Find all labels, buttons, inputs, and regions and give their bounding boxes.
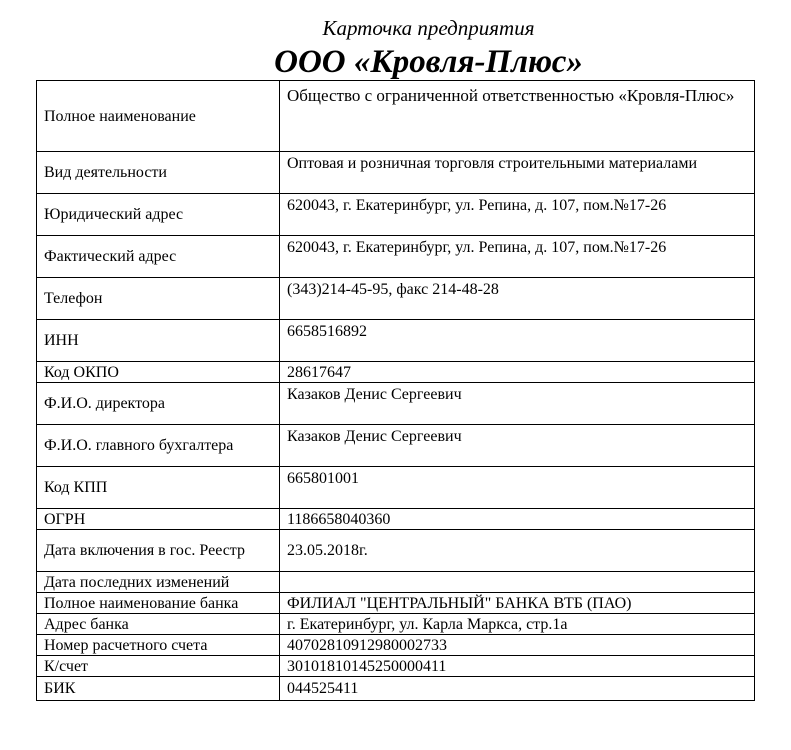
row-label-last-changes: Дата последних изменений [37, 572, 280, 593]
row-value-accountant: Казаков Денис Сергеевич [280, 425, 755, 467]
table-row [37, 320, 755, 362]
row-label-phone: Телефон [37, 278, 280, 320]
row-value-registry-date: 23.05.2018г. [280, 530, 755, 572]
row-value-bank-address: г. Екатеринбург, ул. Карла Маркса, стр.1а [280, 614, 755, 635]
table-row [37, 656, 755, 677]
row-label-bank-address: Адрес банка [37, 614, 280, 635]
row-value-actual-address: 620043, г. Екатеринбург, ул. Репина, д. 107, пом.№17-26 [280, 236, 755, 278]
row-label-okpo: Код ОКПО [37, 362, 280, 383]
table-row [37, 81, 755, 152]
row-label-corr-account: К/счет [37, 656, 280, 677]
row-label-inn: ИНН [37, 320, 280, 362]
row-label-bik: БИК [37, 677, 280, 701]
table-row [37, 194, 755, 236]
row-value-okpo: 28617647 [280, 362, 755, 383]
row-value-activity: Оптовая и розничная торговля строительными материалами [280, 152, 755, 194]
company-title: ООО «Кровля-Плюс» [274, 44, 583, 80]
table-row [37, 614, 755, 635]
table-row [37, 152, 755, 194]
row-value-corr-account: 30101810145250000411 [280, 656, 755, 677]
table-row [37, 278, 755, 320]
row-value-ogrn: 1186658040360 [280, 509, 755, 530]
table-row [37, 677, 755, 701]
document-subtitle: Карточка предприятия [322, 16, 535, 40]
table-row [37, 572, 755, 593]
row-label-actual-address: Фактический адрес [37, 236, 280, 278]
row-label-registry-date: Дата включения в гос. Реестр [37, 530, 280, 572]
row-value-bik: 044525411 [280, 677, 755, 701]
table-row [37, 236, 755, 278]
company-card-table [36, 80, 755, 701]
row-label-activity: Вид деятельности [37, 152, 280, 194]
table-row [37, 530, 755, 572]
row-value-last-changes [280, 572, 755, 593]
row-label-ogrn: ОГРН [37, 509, 280, 530]
table-row [37, 362, 755, 383]
row-value-full-name: Общество с ограниченной ответственностью «Кровля-Плюс» [280, 81, 755, 152]
table-row [37, 383, 755, 425]
row-label-full-name: Полное наименование [37, 81, 280, 152]
row-label-kpp: Код КПП [37, 467, 280, 509]
table-row [37, 593, 755, 614]
table-row [37, 635, 755, 656]
row-value-inn: 6658516892 [280, 320, 755, 362]
table-row [37, 467, 755, 509]
row-label-legal-address: Юридический адрес [37, 194, 280, 236]
table-row [37, 509, 755, 530]
row-value-legal-address: 620043, г. Екатеринбург, ул. Репина, д. 107, пом.№17-26 [280, 194, 755, 236]
row-value-account-number: 40702810912980002733 [280, 635, 755, 656]
row-label-accountant: Ф.И.О. главного бухгалтера [37, 425, 280, 467]
table-row [37, 425, 755, 467]
row-value-bank-name: ФИЛИАЛ "ЦЕНТРАЛЬНЫЙ" БАНКА ВТБ (ПАО) [280, 593, 755, 614]
row-label-account-number: Номер расчетного счета [37, 635, 280, 656]
row-value-kpp: 665801001 [280, 467, 755, 509]
row-value-director: Казаков Денис Сергеевич [280, 383, 755, 425]
row-value-phone: (343)214-45-95, факс 214-48-28 [280, 278, 755, 320]
row-label-director: Ф.И.О. директора [37, 383, 280, 425]
row-label-bank-name: Полное наименование банка [37, 593, 280, 614]
